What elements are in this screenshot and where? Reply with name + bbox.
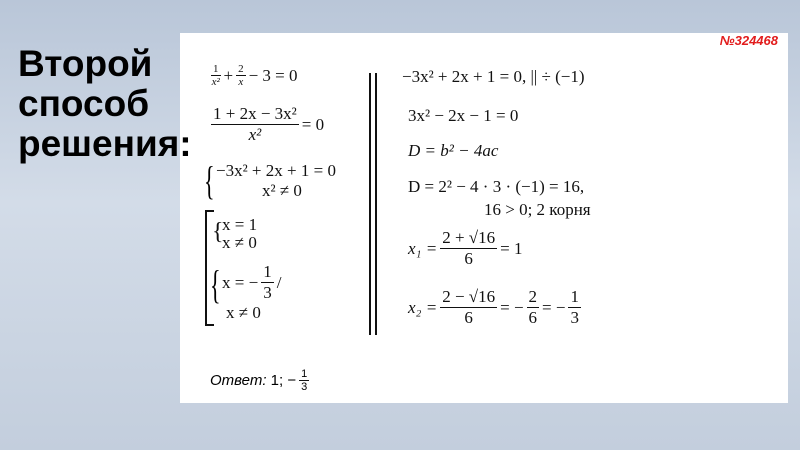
system-brace: { xyxy=(210,262,221,307)
case2-line2: x ≠ 0 xyxy=(226,303,261,322)
system-line-1: −3x² + 2x + 1 = 0 xyxy=(216,161,336,180)
case1-line2: x ≠ 0 xyxy=(222,233,257,252)
solution-panel xyxy=(180,33,788,403)
numerator: 1 xyxy=(570,287,579,306)
numerator: 1 + 2x − 3x² xyxy=(213,104,297,123)
equation-rest: = 0 xyxy=(301,114,325,134)
system-brace: { xyxy=(212,219,224,245)
denominator: 6 xyxy=(528,307,538,327)
text: = − xyxy=(542,297,566,317)
slide-title: Второй способ решения: xyxy=(18,43,192,164)
denominator: x² xyxy=(211,76,220,89)
discriminant-value: D = 2² − 4 · 3 · (−1) = 16, xyxy=(408,177,585,196)
equation-common-denominator xyxy=(208,105,324,144)
numerator: 1 xyxy=(213,63,219,75)
roots-count: 16 > 0; 2 корня xyxy=(484,200,591,219)
text: = 1 xyxy=(500,238,523,258)
text: x₁ = xyxy=(408,238,438,258)
denominator: 3 xyxy=(570,307,579,327)
text: / xyxy=(276,272,282,292)
operator: + xyxy=(223,65,234,85)
case2-line1 xyxy=(222,263,281,302)
denominator: x² xyxy=(248,124,262,144)
task-number: №324468 xyxy=(719,33,778,48)
denominator: 3 xyxy=(301,381,308,394)
text: x = − xyxy=(222,272,259,292)
divider-line xyxy=(375,73,377,335)
text: x₂ = xyxy=(408,297,438,317)
numerator: 2 xyxy=(238,63,244,75)
denominator: x xyxy=(238,76,244,89)
numerator: 1 xyxy=(263,262,272,281)
case1-line1: x = 1 xyxy=(222,215,258,234)
denominator: 3 xyxy=(263,282,272,302)
root-x1 xyxy=(408,229,522,268)
minus-sign: − xyxy=(287,372,297,390)
system-brace: { xyxy=(204,158,215,203)
answer xyxy=(210,368,312,394)
system-line-2: x² ≠ 0 xyxy=(262,181,302,200)
answer-label: Ответ: xyxy=(210,372,267,390)
numerator: 1 xyxy=(301,368,308,380)
numerator: 2 − √16 xyxy=(442,287,496,306)
text: = − xyxy=(500,297,524,317)
equation-rest: − 3 = 0 xyxy=(248,65,298,85)
numerator: 2 + √16 xyxy=(442,228,496,247)
divider-line xyxy=(369,73,371,335)
equation-step-2: 3x² − 2x − 1 = 0 xyxy=(408,106,519,125)
root-x2 xyxy=(408,288,584,327)
discriminant-formula: D = b² − 4ac xyxy=(408,141,499,160)
equation-step-1: −3x² + 2x + 1 = 0, || ÷ (−1) xyxy=(402,67,585,86)
answer-value-1: 1; xyxy=(270,372,284,390)
denominator: 6 xyxy=(464,307,473,327)
denominator: 6 xyxy=(464,248,473,268)
numerator: 2 xyxy=(528,287,538,306)
equation-original xyxy=(208,63,298,89)
